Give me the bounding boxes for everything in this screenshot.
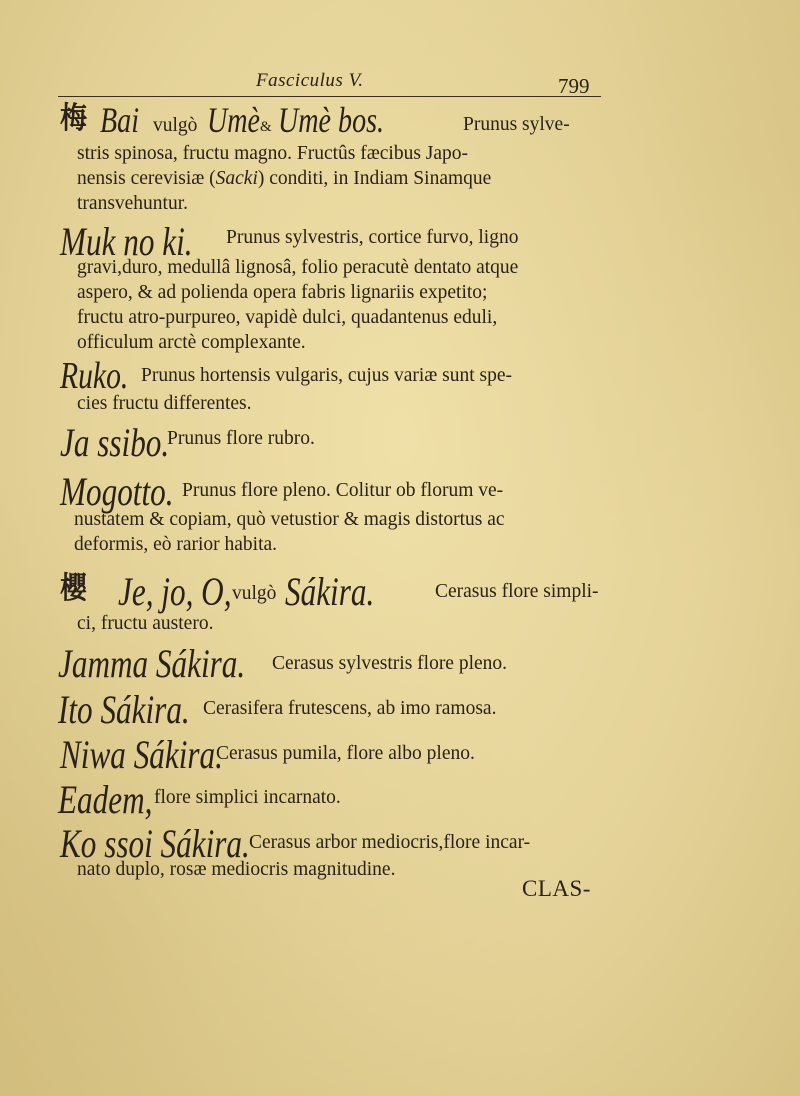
entry-lemma: Ruko. [60, 355, 129, 397]
entry-text-line: fructu atro-purpureo, vapidè dulci, quadantenus eduli, [77, 307, 498, 328]
page-number: 799 [558, 74, 590, 98]
entry-text-line: Prunus sylvestris, cortice furvo, ligno [226, 227, 519, 248]
entry-lemma: Bai [100, 100, 139, 140]
entry-text-line: Cerasus sylvestris flore pleno. [272, 653, 508, 674]
entry-lemma-variant: Sákira. [285, 569, 375, 614]
ampersand: & [260, 119, 272, 135]
entry-text-line: ci, fructu austero. [77, 613, 214, 634]
entry-text-line: officulum arctè complexante. [77, 332, 306, 353]
vulgo-word: vulgò [153, 115, 198, 136]
entry-text-line: cies fructu differentes. [77, 393, 252, 414]
entry-text-line: Prunus flore pleno. Colitur ob florum ve- [182, 480, 504, 501]
entry-lemma-variant: Umè bos. [278, 100, 385, 140]
entry-text-line: Cerasus arbor mediocris,flore incar- [249, 832, 531, 853]
entry-text-line: Cerasus flore simpli- [435, 581, 599, 602]
entry-text-line: gravi,duro, medullâ lignosâ, folio peracutè dentato atque [77, 257, 519, 278]
entry-lemma: Eadem, [58, 777, 153, 822]
entry-text-line: Cerasifera frutescens, ab imo ramosa. [203, 698, 497, 719]
entry-text-line: nato duplo, rosæ mediocris magnitudine. [77, 859, 396, 880]
entry-text-line: nustatem & copiam, quò vetustior & magis distortus ac [74, 509, 505, 530]
catchword: CLAS- [522, 876, 591, 901]
italic-term: Sacki [215, 168, 258, 189]
entry-lemma: Muk no ki. [60, 219, 193, 264]
entry-lemma: Ito Sákira. [58, 687, 190, 732]
entry-text-line: deformis, eò rarior habita. [74, 534, 278, 555]
vulgo-word: vulgò [232, 583, 277, 604]
kanji-sakura: 櫻 [60, 571, 87, 606]
entry-text-line: flore simplici incarnato. [154, 787, 341, 808]
entry-text-line: Prunus sylve- [463, 114, 570, 135]
entry-lemma: Ja ssibo. [60, 420, 170, 465]
entry-text-line: transvehuntur. [77, 193, 189, 214]
entry-lemma-variant: Umè [207, 100, 261, 140]
kanji-mume: 梅 [60, 101, 87, 136]
running-title: Fasciculus V. [256, 70, 364, 91]
entry-lemma: Mogotto. [60, 469, 174, 514]
entry-text-line: Cerasus pumila, flore albo pleno. [216, 743, 475, 764]
header-rule [58, 96, 601, 97]
entry-text-line: Prunus flore rubro. [167, 428, 315, 449]
entry-text-line: nensis cerevisiæ (Sacki) conditi, in Indiam Sinamque [77, 168, 492, 189]
entry-lemma: Niwa Sákira. [60, 732, 223, 777]
entry-text-line: stris spinosa, fructu magno. Fructûs fæcibus Japo- [77, 143, 469, 164]
entry-lemma: Jamma Sákira. [58, 641, 246, 686]
entry-lemma: Je, jo, O, [118, 569, 232, 614]
entry-text-line: Prunus hortensis vulgaris, cujus variæ sunt spe- [141, 365, 513, 386]
entry-lemma: Ko ssoi Sákira. [60, 821, 250, 866]
entry-text-line: aspero, & ad polienda opera fabris lignariis expetito; [77, 282, 488, 303]
